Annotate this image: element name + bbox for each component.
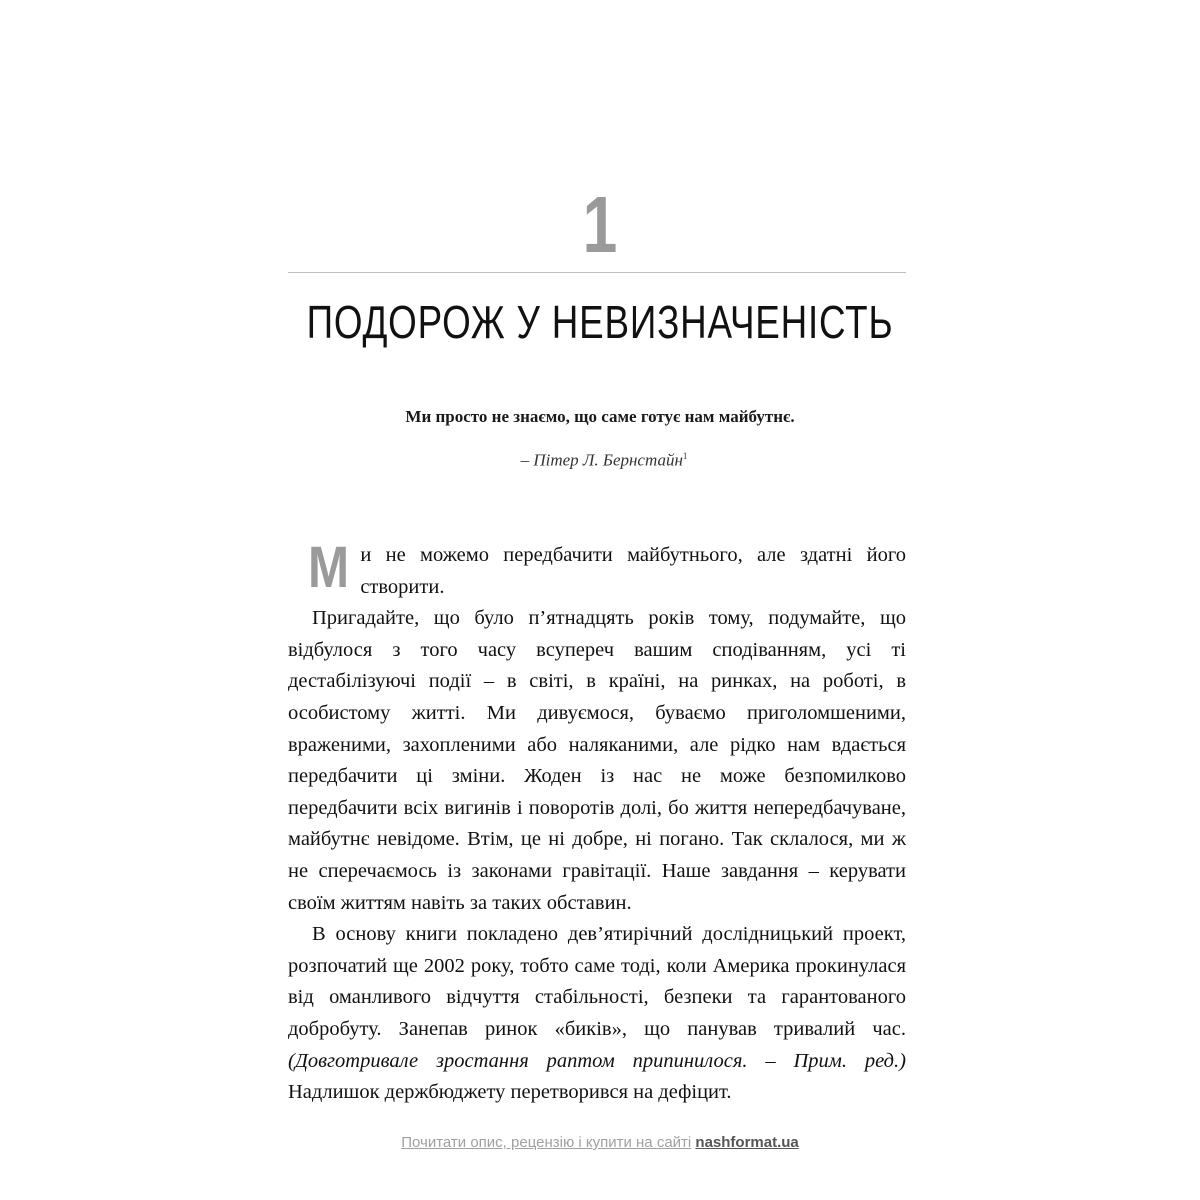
chapter-title: ПОДОРОЖ У НЕВИЗНАЧЕНІСТЬ bbox=[306, 296, 894, 348]
body-text bbox=[288, 535, 906, 1109]
paragraph-3 bbox=[288, 919, 906, 1109]
site-link[interactable]: nashformat.ua bbox=[695, 1134, 799, 1151]
editor-note: (Довготривале зростання раптом припинилося. – Прим. ред.) bbox=[288, 1049, 906, 1072]
epigraph-author bbox=[0, 444, 1200, 473]
paragraph-1 bbox=[288, 535, 906, 603]
paragraph-3-start: В основу книги покладено дев’ятирічний дослідницький проект, розпочатий ще 2002 року, тобто саме тоді, коли Америка прокинулася від оманливого відчуття стабільності, безпеки та гарантованого добробуту. Занепав ринок «биків», що панував тривалий час. bbox=[288, 923, 906, 1040]
chapter-number: 1 bbox=[582, 180, 618, 269]
footnote-mark: 1 bbox=[682, 451, 688, 461]
paragraph-1-text: и не можемо передбачити майбутнього, але здатні його створити. bbox=[360, 544, 906, 598]
paragraph-2: Пригадайте, що було п’ятнадцять років тому, подумайте, що відбулося з того часу всупереч вашим сподіванням, усі ті дестабілізуючі події – в світі, в країні, на ринках, на роботі, в особистому житті. Ми дивуємося, буваємо приголомшеними, враженими, захопленими або наляканими, але рідко нам вдається передбачити ці зміни. Жоден із нас не може безпомилково передбачити всіх вигинів і поворотів долі, бо життя непередбачуване, майбутнє невідоме. Втім, це ні добре, ні погано. Так склалося, ми ж не сперечаємось із законами гравітації. Наше завдання – керувати своїм життям навіть за таких обставин. bbox=[288, 607, 906, 914]
footer-promo bbox=[0, 1133, 1200, 1153]
footer-promo-link[interactable]: Почитати опис, рецензію і купити на сайті bbox=[401, 1134, 692, 1151]
drop-cap: М bbox=[308, 535, 350, 600]
paragraph-3-end: Надлишок держбюджету перетворився на дефіцит. bbox=[288, 1081, 732, 1104]
chapter-divider bbox=[288, 272, 906, 273]
epigraph-author-name: – Пітер Л. Бернстайн bbox=[520, 450, 683, 470]
epigraph-quote: Ми просто не знаємо, що саме готує нам майбутнє. bbox=[405, 407, 795, 426]
